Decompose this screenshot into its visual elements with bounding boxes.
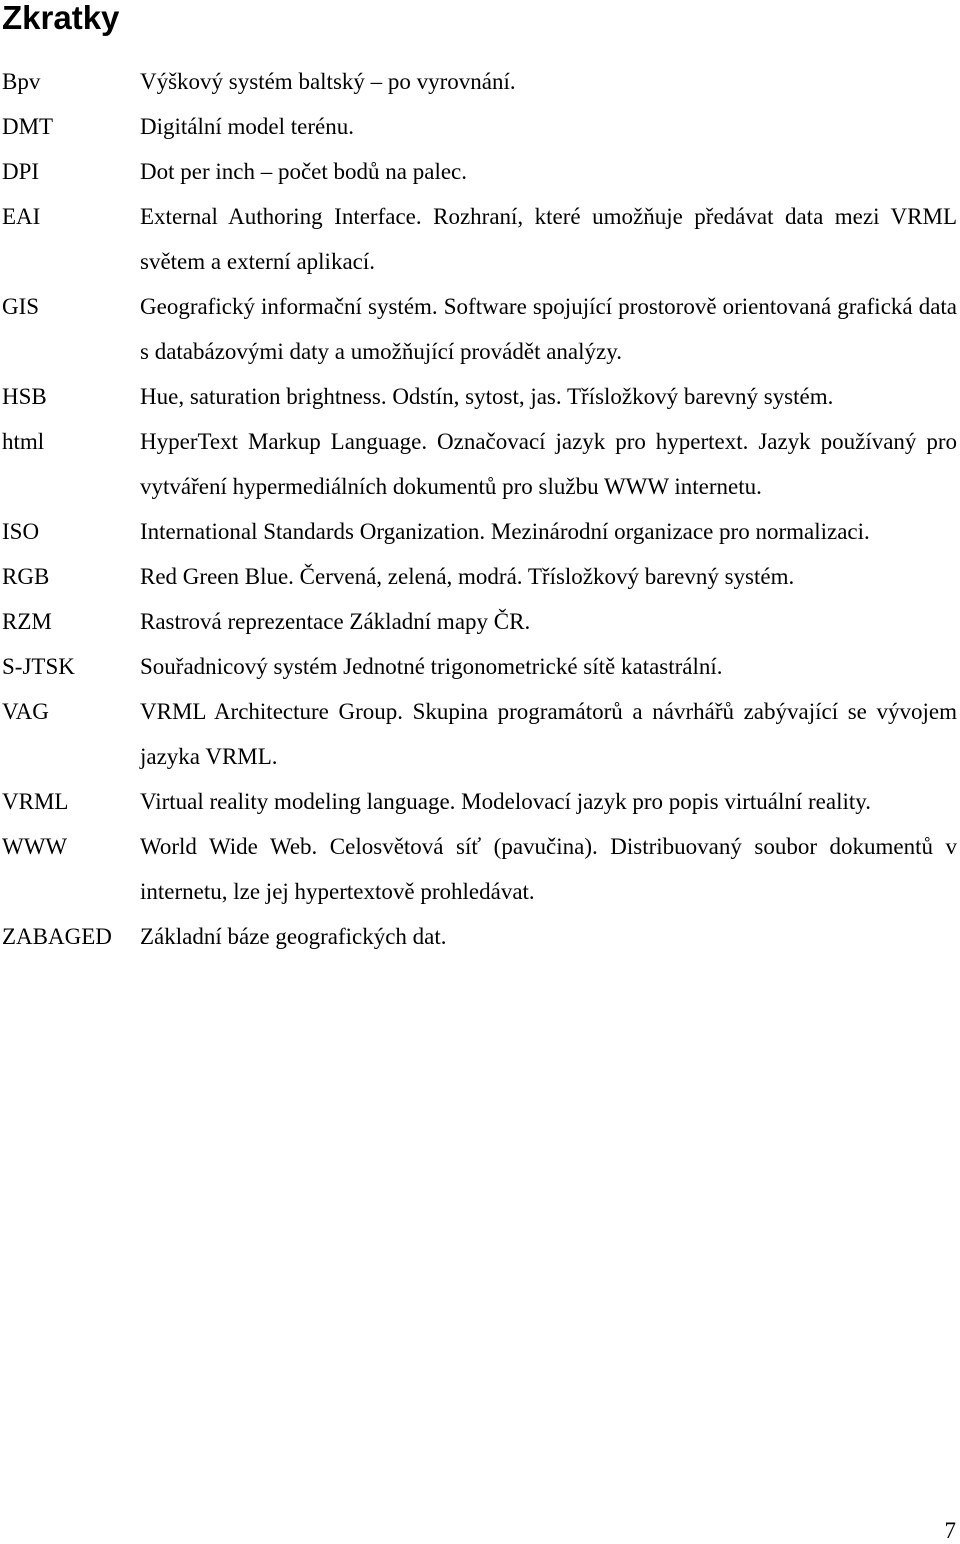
abbreviation-definition: Geografický informační systém. Software spojující prostorově orientovaná grafická data s databázovými daty a umožňující provádět analýzy. bbox=[140, 294, 957, 364]
abbreviation-entry bbox=[2, 104, 957, 149]
abbreviation-term: html bbox=[2, 429, 45, 454]
abbreviation-term: EAI bbox=[2, 204, 41, 229]
abbreviation-definition: Virtual reality modeling language. Modelovací jazyk pro popis virtuální reality. bbox=[140, 789, 872, 814]
abbreviation-definition: Dot per inch – počet bodů na palec. bbox=[140, 159, 467, 184]
abbreviation-term: VAG bbox=[2, 699, 49, 724]
abbreviation-definition: VRML Architecture Group. Skupina programátorů a návrhářů zabývající se vývojem jazyka VRML. bbox=[140, 699, 957, 769]
page-title: Zkratky bbox=[2, 0, 120, 36]
abbreviation-list bbox=[2, 59, 957, 959]
abbreviation-definition: External Authoring Interface. Rozhraní, které umožňuje předávat data mezi VRML světem a externí aplikací. bbox=[140, 204, 957, 274]
abbreviation-definition: Základní báze geografických dat. bbox=[140, 924, 447, 949]
abbreviation-term: RZM bbox=[2, 609, 52, 634]
abbreviation-term: RGB bbox=[2, 564, 50, 589]
abbreviation-term: S-JTSK bbox=[2, 654, 75, 679]
abbreviation-term: DMT bbox=[2, 114, 54, 139]
abbreviation-term: Bpv bbox=[2, 69, 41, 94]
abbreviation-term: ISO bbox=[2, 519, 40, 544]
abbreviation-entry bbox=[2, 509, 957, 554]
abbreviation-term: HSB bbox=[2, 384, 47, 409]
abbreviation-definition: World Wide Web. Celosvětová síť (pavučina). Distribuovaný soubor dokumentů v internetu, lze jej hypertextově prohledávat. bbox=[140, 834, 957, 904]
abbreviation-definition: Souřadnicový systém Jednotné trigonometrické sítě katastrální. bbox=[140, 654, 723, 679]
abbreviation-entry bbox=[2, 599, 957, 644]
abbreviation-entry bbox=[2, 194, 957, 284]
page-number: 7 bbox=[944, 1518, 956, 1543]
abbreviation-definition: Digitální model terénu. bbox=[140, 114, 354, 139]
abbreviation-entry bbox=[2, 284, 957, 374]
abbreviation-definition: Red Green Blue. Červená, zelená, modrá. Třísložkový barevný systém. bbox=[140, 564, 795, 589]
abbreviation-entry bbox=[2, 554, 957, 599]
abbreviation-entry bbox=[2, 824, 957, 914]
abbreviation-term: DPI bbox=[2, 159, 40, 184]
abbreviation-definition: Výškový systém baltský – po vyrovnání. bbox=[140, 69, 516, 94]
abbreviation-entry bbox=[2, 914, 957, 959]
abbreviation-definition: Rastrová reprezentace Základní mapy ČR. bbox=[140, 609, 531, 634]
abbreviation-entry bbox=[2, 419, 957, 509]
abbreviation-definition: Hue, saturation brightness. Odstín, sytost, jas. Třísložkový barevný systém. bbox=[140, 384, 834, 409]
abbreviation-term: VRML bbox=[2, 789, 69, 814]
abbreviation-entry bbox=[2, 149, 957, 194]
abbreviation-term: GIS bbox=[2, 294, 40, 319]
abbreviation-definition: HyperText Markup Language. Označovací jazyk pro hypertext. Jazyk používaný pro vytváření hypermediálních dokumentů pro službu WWW internetu. bbox=[140, 429, 957, 499]
abbreviation-entry bbox=[2, 644, 957, 689]
abbreviation-definition: International Standards Organization. Mezinárodní organizace pro normalizaci. bbox=[140, 519, 870, 544]
abbreviation-entry bbox=[2, 689, 957, 779]
abbreviation-entry bbox=[2, 374, 957, 419]
abbreviation-term: ZABAGED bbox=[2, 924, 112, 949]
abbreviation-entry bbox=[2, 59, 957, 104]
abbreviation-entry bbox=[2, 779, 957, 824]
abbreviation-term: WWW bbox=[2, 834, 68, 859]
